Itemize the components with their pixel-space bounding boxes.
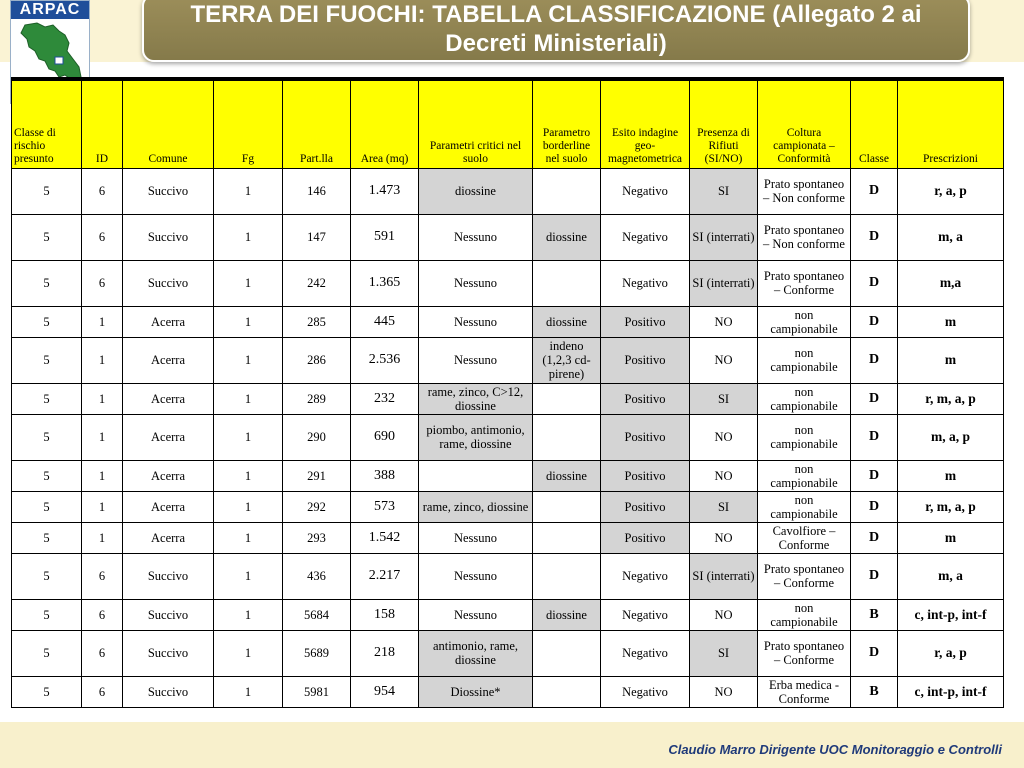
- cell-esito: Positivo: [601, 337, 690, 383]
- cell-prescrizioni: m: [898, 306, 1004, 337]
- cell-classe-rischio: 5: [12, 522, 82, 553]
- cell-borderline: [533, 522, 601, 553]
- cell-borderline: diossine: [533, 306, 601, 337]
- cell-fg: 1: [214, 168, 283, 214]
- cell-critici: antimonio, rame, diossine: [419, 630, 533, 676]
- cell-classe: D: [851, 553, 898, 599]
- header-fg: Fg: [214, 79, 283, 168]
- cell-classe: D: [851, 414, 898, 460]
- cell-id: 1: [82, 491, 123, 522]
- cell-classe: D: [851, 168, 898, 214]
- cell-fg: 1: [214, 337, 283, 383]
- cell-classe-rischio: 5: [12, 491, 82, 522]
- cell-classe: D: [851, 522, 898, 553]
- table-row: [12, 460, 1004, 491]
- header-presenza-rifiuti: Presenza di Rifiuti (SI/NO): [690, 79, 758, 168]
- cell-esito: Positivo: [601, 460, 690, 491]
- cell-partlla: 286: [283, 337, 351, 383]
- cell-id: 6: [82, 553, 123, 599]
- cell-borderline: diossine: [533, 460, 601, 491]
- cell-rifiuti: SI: [690, 630, 758, 676]
- cell-classe: D: [851, 383, 898, 414]
- cell-comune: Succivo: [123, 214, 214, 260]
- cell-rifiuti: NO: [690, 522, 758, 553]
- cell-fg: 1: [214, 460, 283, 491]
- cell-critici: Nessuno: [419, 522, 533, 553]
- cell-rifiuti: SI: [690, 168, 758, 214]
- cell-classe: D: [851, 460, 898, 491]
- cell-prescrizioni: r, m, a, p: [898, 383, 1004, 414]
- cell-prescrizioni: m, a, p: [898, 414, 1004, 460]
- cell-prescrizioni: m: [898, 522, 1004, 553]
- cell-comune: Acerra: [123, 383, 214, 414]
- cell-rifiuti: NO: [690, 337, 758, 383]
- page-title: TERRA DEI FUOCHI: TABELLA CLASSIFICAZIONE (Allegato 2 ai Decreti Ministeriali): [190, 1, 922, 57]
- cell-comune: Succivo: [123, 599, 214, 630]
- cell-partlla: 242: [283, 260, 351, 306]
- cell-esito: Positivo: [601, 522, 690, 553]
- cell-borderline: diossine: [533, 214, 601, 260]
- cell-partlla: 5981: [283, 676, 351, 707]
- cell-fg: 1: [214, 383, 283, 414]
- cell-partlla: 5689: [283, 630, 351, 676]
- header-id: ID: [82, 79, 123, 168]
- cell-critici: Diossine*: [419, 676, 533, 707]
- cell-classe: D: [851, 337, 898, 383]
- cell-esito: Negativo: [601, 168, 690, 214]
- cell-comune: Succivo: [123, 168, 214, 214]
- header-esito-indagine: Esito indagine geo-magnetometrica: [601, 79, 690, 168]
- cell-classe-rischio: 5: [12, 414, 82, 460]
- table-row: [12, 306, 1004, 337]
- cell-id: 1: [82, 414, 123, 460]
- cell-partlla: 436: [283, 553, 351, 599]
- cell-area: 1.542: [351, 522, 419, 553]
- cell-esito: Negativo: [601, 630, 690, 676]
- cell-borderline: [533, 383, 601, 414]
- table-row: [12, 630, 1004, 676]
- cell-esito: Positivo: [601, 383, 690, 414]
- cell-comune: Acerra: [123, 522, 214, 553]
- cell-fg: 1: [214, 414, 283, 460]
- cell-id: 6: [82, 260, 123, 306]
- cell-borderline: indeno (1,2,3 cd-pirene): [533, 337, 601, 383]
- cell-id: 1: [82, 306, 123, 337]
- cell-comune: Succivo: [123, 676, 214, 707]
- header-area: Area (mq): [351, 79, 419, 168]
- cell-fg: 1: [214, 599, 283, 630]
- cell-critici: Nessuno: [419, 337, 533, 383]
- classification-table: [11, 77, 1004, 708]
- cell-classe: D: [851, 306, 898, 337]
- cell-critici: piombo, antimonio, rame, diossine: [419, 414, 533, 460]
- cell-rifiuti: NO: [690, 414, 758, 460]
- cell-borderline: [533, 260, 601, 306]
- cell-esito: Negativo: [601, 599, 690, 630]
- cell-esito: Negativo: [601, 553, 690, 599]
- cell-coltura: Prato spontaneo – Conforme: [758, 260, 851, 306]
- cell-area: 2.217: [351, 553, 419, 599]
- cell-esito: Negativo: [601, 214, 690, 260]
- cell-critici: Nessuno: [419, 553, 533, 599]
- cell-classe: B: [851, 676, 898, 707]
- cell-prescrizioni: m: [898, 337, 1004, 383]
- cell-coltura: non campionabile: [758, 383, 851, 414]
- cell-coltura: Prato spontaneo – Conforme: [758, 553, 851, 599]
- cell-area: 1.365: [351, 260, 419, 306]
- cell-prescrizioni: m, a: [898, 214, 1004, 260]
- cell-coltura: Erba medica - Conforme: [758, 676, 851, 707]
- cell-area: 1.473: [351, 168, 419, 214]
- cell-fg: 1: [214, 491, 283, 522]
- table-row: [12, 522, 1004, 553]
- table-row: [12, 260, 1004, 306]
- cell-rifiuti: SI: [690, 491, 758, 522]
- cell-id: 1: [82, 460, 123, 491]
- cell-prescrizioni: r, a, p: [898, 630, 1004, 676]
- header-parametro-borderline: Parametro borderline nel suolo: [533, 79, 601, 168]
- cell-classe-rischio: 5: [12, 306, 82, 337]
- cell-classe: D: [851, 630, 898, 676]
- cell-classe-rischio: 5: [12, 383, 82, 414]
- cell-id: 6: [82, 676, 123, 707]
- table-row: [12, 337, 1004, 383]
- cell-classe-rischio: 5: [12, 676, 82, 707]
- table-header-row: [12, 79, 1004, 168]
- cell-comune: Succivo: [123, 553, 214, 599]
- table-row: [12, 414, 1004, 460]
- cell-borderline: [533, 630, 601, 676]
- cell-prescrizioni: c, int-p, int-f: [898, 599, 1004, 630]
- header-prescrizioni: Prescrizioni: [898, 79, 1004, 168]
- cell-id: 6: [82, 599, 123, 630]
- cell-partlla: 290: [283, 414, 351, 460]
- title-banner: [142, 0, 970, 62]
- cell-rifiuti: SI (interrati): [690, 260, 758, 306]
- cell-area: 2.536: [351, 337, 419, 383]
- cell-rifiuti: NO: [690, 306, 758, 337]
- cell-area: 388: [351, 460, 419, 491]
- cell-critici: Nessuno: [419, 214, 533, 260]
- cell-borderline: diossine: [533, 599, 601, 630]
- cell-classe-rischio: 5: [12, 260, 82, 306]
- cell-coltura: Prato spontaneo – Non conforme: [758, 214, 851, 260]
- cell-coltura: non campionabile: [758, 491, 851, 522]
- cell-comune: Succivo: [123, 630, 214, 676]
- cell-classe-rischio: 5: [12, 553, 82, 599]
- cell-prescrizioni: r, m, a, p: [898, 491, 1004, 522]
- cell-partlla: 285: [283, 306, 351, 337]
- cell-rifiuti: NO: [690, 599, 758, 630]
- cell-classe: D: [851, 491, 898, 522]
- cell-area: 218: [351, 630, 419, 676]
- cell-critici: Nessuno: [419, 260, 533, 306]
- cell-partlla: 289: [283, 383, 351, 414]
- cell-fg: 1: [214, 630, 283, 676]
- cell-critici: diossine: [419, 168, 533, 214]
- cell-comune: Acerra: [123, 306, 214, 337]
- table-row: [12, 214, 1004, 260]
- cell-id: 6: [82, 214, 123, 260]
- cell-classe-rischio: 5: [12, 599, 82, 630]
- header-classe: Classe: [851, 79, 898, 168]
- cell-partlla: 146: [283, 168, 351, 214]
- cell-id: 1: [82, 383, 123, 414]
- table-row: [12, 599, 1004, 630]
- cell-esito: Positivo: [601, 414, 690, 460]
- cell-classe: B: [851, 599, 898, 630]
- table-row: [12, 553, 1004, 599]
- cell-partlla: 293: [283, 522, 351, 553]
- cell-area: 445: [351, 306, 419, 337]
- cell-coltura: non campionabile: [758, 414, 851, 460]
- cell-classe-rischio: 5: [12, 337, 82, 383]
- table-row: [12, 168, 1004, 214]
- cell-coltura: non campionabile: [758, 337, 851, 383]
- cell-esito: Negativo: [601, 676, 690, 707]
- footer-author: Claudio Marro Dirigente UOC Monitoraggio e Controlli: [668, 742, 1002, 757]
- cell-comune: Acerra: [123, 460, 214, 491]
- campania-map-icon: [15, 21, 85, 83]
- cell-comune: Acerra: [123, 491, 214, 522]
- cell-partlla: 5684: [283, 599, 351, 630]
- cell-classe-rischio: 5: [12, 168, 82, 214]
- cell-classe: D: [851, 260, 898, 306]
- cell-prescrizioni: m: [898, 460, 1004, 491]
- cell-area: 591: [351, 214, 419, 260]
- cell-id: 1: [82, 337, 123, 383]
- cell-prescrizioni: c, int-p, int-f: [898, 676, 1004, 707]
- cell-coltura: non campionabile: [758, 460, 851, 491]
- classification-table-wrapper: [11, 77, 1003, 708]
- cell-fg: 1: [214, 214, 283, 260]
- cell-partlla: 147: [283, 214, 351, 260]
- cell-rifiuti: SI (interrati): [690, 553, 758, 599]
- cell-coltura: Prato spontaneo – Conforme: [758, 630, 851, 676]
- cell-borderline: [533, 414, 601, 460]
- cell-comune: Succivo: [123, 260, 214, 306]
- header-comune: Comune: [123, 79, 214, 168]
- cell-coltura: Cavolfiore – Conforme: [758, 522, 851, 553]
- header-partlla: Part.lla: [283, 79, 351, 168]
- cell-fg: 1: [214, 522, 283, 553]
- cell-partlla: 291: [283, 460, 351, 491]
- cell-id: 1: [82, 522, 123, 553]
- cell-esito: Positivo: [601, 306, 690, 337]
- cell-rifiuti: NO: [690, 460, 758, 491]
- cell-fg: 1: [214, 553, 283, 599]
- cell-comune: Acerra: [123, 414, 214, 460]
- cell-fg: 1: [214, 676, 283, 707]
- cell-classe-rischio: 5: [12, 630, 82, 676]
- cell-comune: Acerra: [123, 337, 214, 383]
- table-body: [12, 168, 1004, 707]
- cell-coltura: Prato spontaneo – Non conforme: [758, 168, 851, 214]
- cell-fg: 1: [214, 260, 283, 306]
- cell-area: 232: [351, 383, 419, 414]
- cell-classe-rischio: 5: [12, 214, 82, 260]
- cell-rifiuti: SI: [690, 383, 758, 414]
- table-row: [12, 676, 1004, 707]
- cell-prescrizioni: m, a: [898, 553, 1004, 599]
- cell-borderline: [533, 553, 601, 599]
- cell-borderline: [533, 491, 601, 522]
- cell-rifiuti: SI (interrati): [690, 214, 758, 260]
- cell-rifiuti: NO: [690, 676, 758, 707]
- cell-prescrizioni: m,a: [898, 260, 1004, 306]
- header-classe-rischio: Classe di rischio presunto: [12, 79, 82, 168]
- cell-coltura: non campionabile: [758, 306, 851, 337]
- cell-classe: D: [851, 214, 898, 260]
- cell-partlla: 292: [283, 491, 351, 522]
- cell-critici: rame, zinco, C>12, diossine: [419, 383, 533, 414]
- cell-coltura: non campionabile: [758, 599, 851, 630]
- cell-critici: Nessuno: [419, 306, 533, 337]
- cell-borderline: [533, 676, 601, 707]
- header-parametri-critici: Parametri critici nel suolo: [419, 79, 533, 168]
- cell-area: 158: [351, 599, 419, 630]
- cell-classe-rischio: 5: [12, 460, 82, 491]
- cell-id: 6: [82, 168, 123, 214]
- cell-area: 690: [351, 414, 419, 460]
- table-row: [12, 383, 1004, 414]
- cell-prescrizioni: r, a, p: [898, 168, 1004, 214]
- cell-critici: Nessuno: [419, 599, 533, 630]
- cell-critici: rame, zinco, diossine: [419, 491, 533, 522]
- header-coltura: Coltura campionata – Conformità: [758, 79, 851, 168]
- cell-area: 573: [351, 491, 419, 522]
- cell-critici: [419, 460, 533, 491]
- cell-area: 954: [351, 676, 419, 707]
- logo-top-text: ARPAC: [11, 1, 89, 19]
- cell-borderline: [533, 168, 601, 214]
- cell-id: 6: [82, 630, 123, 676]
- cell-fg: 1: [214, 306, 283, 337]
- cell-esito: Negativo: [601, 260, 690, 306]
- cell-esito: Positivo: [601, 491, 690, 522]
- table-row: [12, 491, 1004, 522]
